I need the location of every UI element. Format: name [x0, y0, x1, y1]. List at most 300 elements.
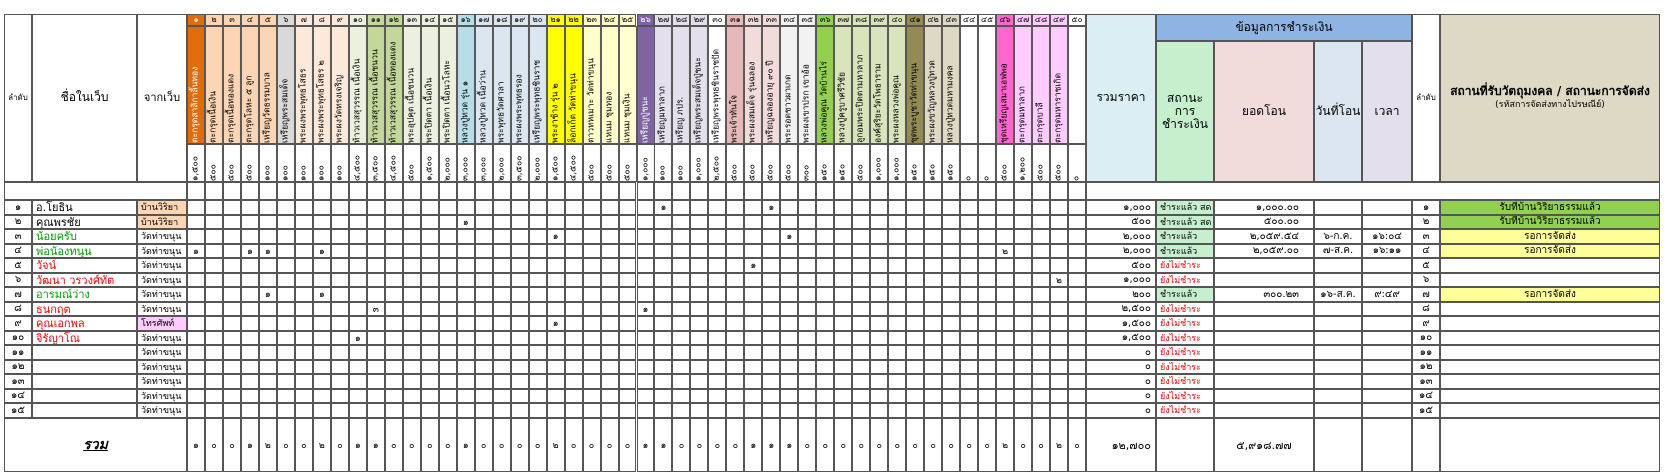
row-qty-cell	[475, 273, 493, 288]
row-payment-status: ยังไม่ชำระ	[1156, 345, 1214, 360]
row-qty-cell	[744, 244, 762, 259]
transfer-amount-header: ยอดโอน	[1214, 41, 1314, 182]
row-qty-cell	[547, 345, 565, 360]
row-qty-cell	[744, 331, 762, 346]
item-name: ตะกรุดมหาราชเกิด	[1050, 26, 1068, 144]
row-qty-cell	[852, 302, 870, 317]
row-qty-cell	[457, 374, 475, 389]
item-number: ๑๔	[421, 14, 439, 26]
row-qty-cell	[924, 273, 942, 288]
row-qty-cell: ๒	[1050, 273, 1068, 288]
row-transfer-amount	[1214, 389, 1314, 404]
row-qty-cell	[1014, 360, 1032, 375]
row-qty-cell	[493, 258, 511, 273]
item-number: ๓๑	[726, 14, 744, 26]
row-qty-cell	[313, 331, 331, 346]
row-total: ๑,๐๐๐	[1086, 273, 1156, 288]
row-qty-cell	[960, 302, 978, 317]
row-qty-cell	[870, 215, 888, 230]
item-number: ๖	[277, 14, 295, 26]
spacer-cell	[1014, 182, 1032, 200]
total-item-sum: ๐	[816, 418, 834, 473]
spacer-cell	[852, 182, 870, 200]
row-qty-cell	[475, 403, 493, 418]
item-name: พระผงวัดทรงเจริญ	[331, 26, 349, 144]
row-time: ๑๖:๑๑	[1362, 244, 1412, 259]
row-qty-cell	[475, 229, 493, 244]
row-qty-cell	[1068, 215, 1086, 230]
row-name: ธนกฤต	[32, 302, 137, 317]
row-qty-cell	[493, 316, 511, 331]
row-qty-cell	[834, 331, 852, 346]
row-qty-cell	[960, 316, 978, 331]
row-qty-cell	[277, 345, 295, 360]
item-name: พระผงเขาปรก เขาอ้อ	[798, 26, 816, 144]
row-qty-cell	[1014, 215, 1032, 230]
row-qty-cell	[331, 360, 349, 375]
row-qty-cell	[726, 374, 744, 389]
row-qty-cell	[241, 200, 259, 215]
row-qty-cell	[654, 345, 672, 360]
row-qty-cell	[798, 374, 816, 389]
row-qty-cell	[493, 302, 511, 317]
row-qty-cell	[547, 287, 565, 302]
row-qty-cell	[205, 389, 223, 404]
row-qty-cell: ๒	[996, 244, 1014, 259]
row-qty-cell	[690, 403, 708, 418]
row-qty-cell	[619, 389, 637, 404]
row-name: วัฒนา วรวงศ์ทัต	[32, 273, 137, 288]
row-qty-cell	[1014, 403, 1032, 418]
row-qty-cell	[672, 229, 690, 244]
row-qty-cell	[906, 244, 924, 259]
item-price: ๑๐๐	[313, 144, 331, 182]
row-qty-cell	[834, 403, 852, 418]
row-qty-cell	[744, 200, 762, 215]
item-name: พระผงหลวงพ่อคูณ	[888, 26, 906, 144]
row-qty-cell	[277, 316, 295, 331]
total-item-sum: ๐	[1068, 418, 1086, 473]
total-item-sum: ๒	[313, 418, 331, 473]
row-qty-cell	[726, 389, 744, 404]
row-qty-cell	[421, 229, 439, 244]
row-qty-cell	[511, 273, 529, 288]
row-source: วัดท่าขนุน	[137, 331, 187, 346]
row-qty-cell	[942, 200, 960, 215]
item-name: เหรียญปู่ชนะ	[637, 26, 655, 144]
row-qty-cell	[654, 403, 672, 418]
row-qty-cell	[996, 403, 1014, 418]
row-qty-cell	[241, 316, 259, 331]
row-qty-cell	[367, 316, 385, 331]
row-pickup-status: รอการจัดส่ง	[1440, 229, 1660, 244]
row-qty-cell	[852, 229, 870, 244]
row-qty-cell	[259, 389, 277, 404]
row-qty-cell	[924, 360, 942, 375]
row-qty-cell	[834, 360, 852, 375]
row-qty-cell	[780, 374, 798, 389]
row-qty-cell	[1050, 331, 1068, 346]
spacer-cell	[403, 182, 421, 200]
row-qty-cell	[744, 229, 762, 244]
spacer-cell	[870, 182, 888, 200]
total-time-blank	[1362, 418, 1412, 473]
item-price: ๑,๐๐๐	[690, 144, 708, 182]
item-number: ๓๗	[834, 14, 852, 26]
row-transfer-date	[1314, 345, 1362, 360]
row-qty-cell	[906, 302, 924, 317]
row-qty-cell	[816, 258, 834, 273]
row-time	[1362, 389, 1412, 404]
row-qty-cell	[223, 345, 241, 360]
row-qty-cell	[870, 389, 888, 404]
row-qty-cell	[672, 200, 690, 215]
row-source: วัดท่าขนุน	[137, 389, 187, 404]
spacer-cell	[295, 182, 313, 200]
row-qty-cell	[277, 273, 295, 288]
row-qty-cell	[744, 389, 762, 404]
item-name: เหรียญฉลองอายุ ๙๐ ปี	[762, 26, 780, 144]
row-order-right: ๑๑	[1412, 345, 1440, 360]
item-price: ๕๐๐	[403, 144, 421, 182]
row-qty-cell	[583, 302, 601, 317]
row-qty-cell	[690, 229, 708, 244]
row-qty-cell	[1050, 229, 1068, 244]
total-date-blank	[1314, 418, 1362, 473]
row-qty-cell	[1014, 229, 1032, 244]
spacer-cell	[924, 182, 942, 200]
row-source: วัดท่าขนุน	[137, 345, 187, 360]
row-qty-cell	[259, 331, 277, 346]
total-item-sum: ๐	[960, 418, 978, 473]
row-qty-cell	[708, 229, 726, 244]
row-pickup-status	[1440, 316, 1660, 331]
row-qty-cell	[583, 316, 601, 331]
item-number: ๒๐	[529, 14, 547, 26]
item-name: พระผงพระพุทธรอง	[511, 26, 529, 144]
row-qty-cell	[852, 287, 870, 302]
item-number: ๑๘	[493, 14, 511, 26]
row-qty-cell	[1014, 287, 1032, 302]
item-number: ๑๙	[511, 14, 529, 26]
row-qty-cell	[798, 389, 816, 404]
row-qty-cell	[654, 360, 672, 375]
row-qty-cell	[1014, 345, 1032, 360]
row-qty-cell	[762, 287, 780, 302]
row-transfer-amount	[1214, 273, 1314, 288]
row-qty-cell	[565, 360, 583, 375]
row-qty-cell	[780, 302, 798, 317]
item-number: ๔๑	[906, 14, 924, 26]
row-qty-cell	[906, 258, 924, 273]
item-number: ๑๗	[475, 14, 493, 26]
row-qty-cell	[726, 403, 744, 418]
row-transfer-date: ๖-ก.ค.	[1314, 229, 1362, 244]
row-qty-cell	[1050, 258, 1068, 273]
row-qty-cell	[870, 200, 888, 215]
row-qty-cell	[331, 244, 349, 259]
row-qty-cell	[439, 244, 457, 259]
row-qty-cell	[349, 374, 367, 389]
row-qty-cell	[996, 345, 1014, 360]
row-qty-cell	[385, 403, 403, 418]
row-qty-cell	[744, 302, 762, 317]
row-name	[32, 360, 137, 375]
row-qty-cell	[1014, 302, 1032, 317]
row-qty-cell	[762, 316, 780, 331]
row-order: ๑๕	[4, 403, 32, 418]
row-qty-cell	[619, 200, 637, 215]
row-qty-cell	[421, 215, 439, 230]
row-qty-cell	[996, 331, 1014, 346]
item-name: ตะกรุดสาลิกาลิ้นทอง	[187, 26, 205, 144]
row-qty-cell	[1032, 374, 1050, 389]
row-qty-cell	[565, 287, 583, 302]
row-qty-cell	[223, 273, 241, 288]
row-qty-cell	[529, 273, 547, 288]
row-total: ๑,๐๐๐	[1086, 200, 1156, 215]
row-qty-cell	[349, 287, 367, 302]
item-price: ๐	[960, 144, 978, 182]
item-number: ๑๕	[439, 14, 457, 26]
row-transfer-amount: ๑,๐๐๐.๐๐	[1214, 200, 1314, 215]
row-qty-cell	[870, 345, 888, 360]
row-qty-cell	[223, 302, 241, 317]
spacer-cell	[690, 182, 708, 200]
row-qty-cell	[385, 389, 403, 404]
total-item-sum: ๐	[726, 418, 744, 473]
row-qty-cell	[313, 273, 331, 288]
row-qty-cell	[1068, 229, 1086, 244]
row-qty-cell	[834, 374, 852, 389]
row-qty-cell	[493, 244, 511, 259]
item-number: ๔	[241, 14, 259, 26]
total-item-sum: ๐	[601, 418, 619, 473]
total-item-sum: ๐	[798, 418, 816, 473]
spacer-cell	[277, 182, 295, 200]
row-name: คุณพรชัย	[32, 215, 137, 230]
item-price: ๒,๕๐๐	[708, 144, 726, 182]
item-number: ๒๔	[601, 14, 619, 26]
row-qty-cell	[978, 229, 996, 244]
row-qty-cell	[511, 374, 529, 389]
row-qty-cell	[619, 360, 637, 375]
row-pickup-status	[1440, 302, 1660, 317]
row-pickup-status	[1440, 273, 1660, 288]
item-price: ๑๕๐	[816, 144, 834, 182]
row-order: ๑๓	[4, 374, 32, 389]
row-qty-cell: ๑	[637, 302, 655, 317]
total-item-sum: ๐	[277, 418, 295, 473]
row-qty-cell	[385, 360, 403, 375]
total-order-blank	[1412, 418, 1440, 473]
row-qty-cell	[457, 287, 475, 302]
item-number: ๗	[295, 14, 313, 26]
row-qty-cell	[744, 374, 762, 389]
row-qty-cell	[816, 200, 834, 215]
row-qty-cell	[1014, 389, 1032, 404]
row-qty-cell	[816, 331, 834, 346]
item-number: ๙	[331, 14, 349, 26]
row-qty-cell	[511, 244, 529, 259]
row-qty-cell	[942, 273, 960, 288]
row-qty-cell	[654, 258, 672, 273]
row-qty-cell	[421, 403, 439, 418]
row-qty-cell	[672, 244, 690, 259]
item-number: ๓๘	[852, 14, 870, 26]
row-payment-status: ชำระแล้ว	[1156, 229, 1214, 244]
row-qty-cell	[762, 302, 780, 317]
row-qty-cell	[313, 316, 331, 331]
row-qty-cell	[439, 360, 457, 375]
row-qty-cell	[942, 345, 960, 360]
row-qty-cell	[223, 360, 241, 375]
row-qty-cell	[654, 244, 672, 259]
row-qty-cell	[1050, 200, 1068, 215]
row-qty-cell	[690, 360, 708, 375]
row-qty-cell	[1014, 273, 1032, 288]
row-qty-cell: ๑	[547, 316, 565, 331]
row-qty-cell	[870, 360, 888, 375]
row-qty-cell	[295, 258, 313, 273]
row-qty-cell	[493, 374, 511, 389]
row-qty-cell	[852, 345, 870, 360]
row-qty-cell	[403, 316, 421, 331]
spacer-cell	[349, 182, 367, 200]
row-pickup-status: รอการจัดส่ง	[1440, 244, 1660, 259]
row-qty-cell: ๑	[349, 331, 367, 346]
row-qty-cell	[1032, 316, 1050, 331]
spacer-cell	[565, 182, 583, 200]
item-number: ๓๓	[762, 14, 780, 26]
row-order-right: ๘	[1412, 302, 1440, 317]
item-name: ตะกรุดเนื้อทองแดง	[223, 26, 241, 144]
row-name: พ่อน้องทนุน	[32, 244, 137, 259]
row-name	[32, 403, 137, 418]
spacer-cell	[637, 182, 655, 200]
row-qty-cell	[367, 273, 385, 288]
row-qty-cell	[187, 331, 205, 346]
row-qty-cell	[331, 273, 349, 288]
row-order-right: ๔	[1412, 244, 1440, 259]
row-qty-cell	[403, 244, 421, 259]
row-qty-cell	[475, 244, 493, 259]
row-qty-cell	[960, 200, 978, 215]
row-qty-cell	[475, 287, 493, 302]
item-price: ๔,๕๐๐	[385, 144, 403, 182]
row-qty-cell	[601, 374, 619, 389]
row-qty-cell	[241, 273, 259, 288]
item-price: ๓๐๐	[798, 144, 816, 182]
row-total: ๒,๕๐๐	[1086, 302, 1156, 317]
row-qty-cell	[331, 331, 349, 346]
row-qty-cell	[708, 403, 726, 418]
item-name: หลวงพ่อคูณ วัดบ้านไร่	[816, 26, 834, 144]
transfer-total: ๕,๙๑๘.๗๗	[1214, 418, 1314, 473]
item-number: ๒๙	[690, 14, 708, 26]
row-qty-cell	[241, 374, 259, 389]
row-payment-status: ยังไม่ชำระ	[1156, 403, 1214, 418]
row-qty-cell	[205, 258, 223, 273]
row-qty-cell	[277, 389, 295, 404]
row-qty-cell	[637, 316, 655, 331]
row-payment-status: ยังไม่ชำระ	[1156, 374, 1214, 389]
row-transfer-date	[1314, 258, 1362, 273]
row-qty-cell	[960, 331, 978, 346]
row-qty-cell	[780, 316, 798, 331]
item-price: ๑๐๐	[672, 144, 690, 182]
row-qty-cell	[744, 345, 762, 360]
row-time	[1362, 215, 1412, 230]
row-qty-cell	[1050, 403, 1068, 418]
row-qty-cell	[978, 403, 996, 418]
row-qty-cell	[187, 360, 205, 375]
row-qty-cell	[780, 258, 798, 273]
row-qty-cell	[259, 200, 277, 215]
spacer-cell	[654, 182, 672, 200]
item-number: ๒๒	[565, 14, 583, 26]
total-item-sum: ๑	[762, 418, 780, 473]
row-qty-cell	[726, 273, 744, 288]
row-qty-cell	[241, 287, 259, 302]
row-qty-cell	[313, 345, 331, 360]
row-qty-cell	[816, 273, 834, 288]
item-price: ๔,๕๐๐	[349, 144, 367, 182]
row-qty-cell	[205, 360, 223, 375]
item-price: ๕๐๐	[726, 144, 744, 182]
item-number: ๒๕	[619, 14, 637, 26]
row-qty-cell	[708, 374, 726, 389]
row-qty-cell	[672, 331, 690, 346]
row-qty-cell	[223, 374, 241, 389]
row-qty-cell	[906, 316, 924, 331]
row-qty-cell	[223, 316, 241, 331]
row-qty-cell	[870, 258, 888, 273]
total-item-sum: ๐	[942, 418, 960, 473]
row-qty-cell	[672, 389, 690, 404]
row-qty-cell	[331, 302, 349, 317]
total-item-sum: ๑	[367, 418, 385, 473]
row-qty-cell	[385, 229, 403, 244]
item-name	[960, 26, 978, 144]
row-transfer-date: ๗-ส.ค.	[1314, 244, 1362, 259]
row-qty-cell	[583, 345, 601, 360]
row-qty-cell	[223, 331, 241, 346]
row-qty-cell	[762, 258, 780, 273]
row-qty-cell	[367, 200, 385, 215]
row-qty-cell	[816, 229, 834, 244]
row-qty-cell	[870, 229, 888, 244]
row-qty-cell	[960, 287, 978, 302]
item-number: ๔๒	[924, 14, 942, 26]
row-payment-status: ยังไม่ชำระ	[1156, 360, 1214, 375]
row-qty-cell	[690, 258, 708, 273]
row-qty-cell	[529, 302, 547, 317]
row-qty-cell	[277, 258, 295, 273]
row-qty-cell	[888, 273, 906, 288]
total-pickup-blank	[1440, 418, 1660, 473]
row-qty-cell	[834, 258, 852, 273]
item-price: ๓,๐๐๐	[457, 144, 475, 182]
row-qty-cell	[547, 215, 565, 230]
row-time	[1362, 331, 1412, 346]
item-name: พระผงพระพุทธโสธร	[295, 26, 313, 144]
row-qty-cell	[996, 200, 1014, 215]
row-order-right: ๖	[1412, 273, 1440, 288]
row-transfer-date	[1314, 389, 1362, 404]
row-qty-cell: ๑	[259, 244, 277, 259]
row-qty-cell	[996, 302, 1014, 317]
